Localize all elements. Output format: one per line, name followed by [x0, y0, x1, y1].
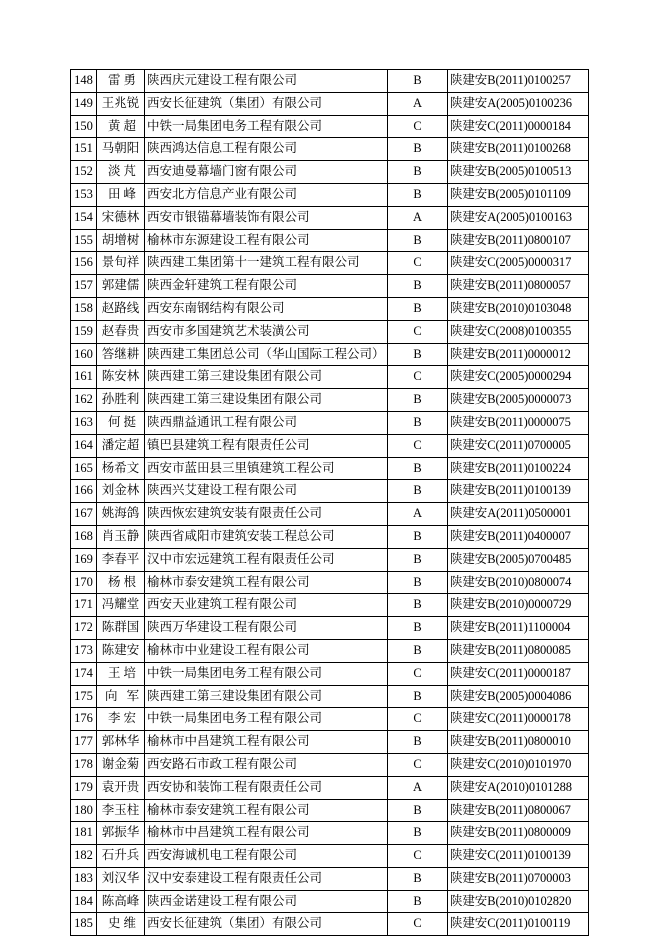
person-name-cell: 郭建儒: [97, 275, 145, 298]
table-row: [71, 183, 589, 206]
person-name-cell: 田峰: [97, 183, 145, 206]
row-index-cell: 185: [71, 913, 97, 936]
row-index-cell: 165: [71, 457, 97, 480]
company-name-cell: 陕西金轩建筑工程有限公司: [145, 275, 388, 298]
registry-table: [70, 69, 589, 936]
row-index-cell: 173: [71, 639, 97, 662]
table-row: [71, 229, 589, 252]
grade-cell: B: [388, 411, 448, 434]
grade-cell: B: [388, 867, 448, 890]
grade-cell: B: [388, 799, 448, 822]
row-index-cell: 149: [71, 92, 97, 115]
certificate-number-cell: 陕建安B(2011)1100004: [448, 617, 589, 640]
table-row: [71, 252, 589, 275]
grade-cell: C: [388, 662, 448, 685]
person-name-cell: 刘金林: [97, 480, 145, 503]
certificate-number-cell: 陕建安B(2005)0100513: [448, 161, 589, 184]
table-row: [71, 503, 589, 526]
grade-cell: B: [388, 822, 448, 845]
row-index-cell: 148: [71, 70, 97, 93]
certificate-number-cell: 陕建安B(2005)0700485: [448, 548, 589, 571]
certificate-number-cell: 陕建安B(2011)0800085: [448, 639, 589, 662]
certificate-number-cell: 陕建安B(2010)0103048: [448, 297, 589, 320]
row-index-cell: 180: [71, 799, 97, 822]
table-row: [71, 913, 589, 936]
row-index-cell: 164: [71, 434, 97, 457]
grade-cell: A: [388, 92, 448, 115]
person-name-cell: 马朝阳: [97, 138, 145, 161]
company-name-cell: 西安长征建筑（集团）有限公司: [145, 92, 388, 115]
company-name-cell: 陕西鸿达信息工程有限公司: [145, 138, 388, 161]
certificate-number-cell: 陕建安C(2005)0000317: [448, 252, 589, 275]
row-index-cell: 168: [71, 525, 97, 548]
person-name-cell: 景旬祥: [97, 252, 145, 275]
table-row: [71, 115, 589, 138]
person-name-cell: 肖玉静: [97, 525, 145, 548]
grade-cell: B: [388, 731, 448, 754]
certificate-number-cell: 陕建安C(2008)0100355: [448, 320, 589, 343]
person-name-cell: 赵路线: [97, 297, 145, 320]
grade-cell: B: [388, 890, 448, 913]
grade-cell: B: [388, 161, 448, 184]
grade-cell: B: [388, 685, 448, 708]
row-index-cell: 181: [71, 822, 97, 845]
table-row: [71, 457, 589, 480]
person-name-cell: 赵春贵: [97, 320, 145, 343]
grade-cell: B: [388, 275, 448, 298]
row-index-cell: 178: [71, 753, 97, 776]
company-name-cell: 西安协和装饰工程有限责任公司: [145, 776, 388, 799]
table-row: [71, 731, 589, 754]
person-name-cell: 王培: [97, 662, 145, 685]
grade-cell: C: [388, 708, 448, 731]
company-name-cell: 西安路石市政工程有限公司: [145, 753, 388, 776]
certificate-number-cell: 陕建安C(2010)0101970: [448, 753, 589, 776]
table-row: [71, 571, 589, 594]
person-name-cell: 胡增树: [97, 229, 145, 252]
table-row: [71, 890, 589, 913]
certificate-number-cell: 陕建安A(2010)0101288: [448, 776, 589, 799]
grade-cell: C: [388, 845, 448, 868]
company-name-cell: 汉中安泰建设工程有限责任公司: [145, 867, 388, 890]
grade-cell: C: [388, 753, 448, 776]
company-name-cell: 西安长征建筑（集团）有限公司: [145, 913, 388, 936]
grade-cell: C: [388, 366, 448, 389]
table-row: [71, 206, 589, 229]
certificate-number-cell: 陕建安C(2011)0700005: [448, 434, 589, 457]
grade-cell: A: [388, 206, 448, 229]
person-name-cell: 杨根: [97, 571, 145, 594]
person-name-cell: 淡芃: [97, 161, 145, 184]
row-index-cell: 172: [71, 617, 97, 640]
company-name-cell: 西安海诚机电工程有限公司: [145, 845, 388, 868]
company-name-cell: 中铁一局集团电务工程有限公司: [145, 115, 388, 138]
row-index-cell: 154: [71, 206, 97, 229]
certificate-number-cell: 陕建安B(2011)0800067: [448, 799, 589, 822]
row-index-cell: 167: [71, 503, 97, 526]
grade-cell: B: [388, 548, 448, 571]
row-index-cell: 184: [71, 890, 97, 913]
certificate-number-cell: 陕建安B(2005)0004086: [448, 685, 589, 708]
company-name-cell: 陕西庆元建设工程有限公司: [145, 70, 388, 93]
company-name-cell: 中铁一局集团电务工程有限公司: [145, 708, 388, 731]
person-name-cell: 谢金菊: [97, 753, 145, 776]
person-name-cell: 潘定超: [97, 434, 145, 457]
person-name-cell: 何挺: [97, 411, 145, 434]
table-row: [71, 594, 589, 617]
row-index-cell: 175: [71, 685, 97, 708]
table-row: [71, 297, 589, 320]
table-row: [71, 161, 589, 184]
row-index-cell: 179: [71, 776, 97, 799]
table-row: [71, 753, 589, 776]
grade-cell: B: [388, 229, 448, 252]
grade-cell: C: [388, 115, 448, 138]
person-name-cell: 郭振华: [97, 822, 145, 845]
row-index-cell: 159: [71, 320, 97, 343]
person-name-cell: 李玉柱: [97, 799, 145, 822]
person-name-cell: 石升兵: [97, 845, 145, 868]
row-index-cell: 156: [71, 252, 97, 275]
person-name-cell: 宋德林: [97, 206, 145, 229]
person-name-cell: 史维: [97, 913, 145, 936]
company-name-cell: 镇巴县建筑工程有限责任公司: [145, 434, 388, 457]
certificate-number-cell: 陕建安C(2011)0000187: [448, 662, 589, 685]
certificate-number-cell: 陕建安B(2011)0100257: [448, 70, 589, 93]
row-index-cell: 182: [71, 845, 97, 868]
person-name-cell: 姚海鸽: [97, 503, 145, 526]
grade-cell: B: [388, 457, 448, 480]
table-row: [71, 275, 589, 298]
person-name-cell: 陈建安: [97, 639, 145, 662]
row-index-cell: 157: [71, 275, 97, 298]
certificate-number-cell: 陕建安C(2005)0000294: [448, 366, 589, 389]
certificate-number-cell: 陕建安B(2011)0700003: [448, 867, 589, 890]
grade-cell: C: [388, 913, 448, 936]
company-name-cell: 西安市银锚幕墙装饰有限公司: [145, 206, 388, 229]
company-name-cell: 陕西金诺建设工程有限公司: [145, 890, 388, 913]
company-name-cell: 陕西建工第三建设集团有限公司: [145, 685, 388, 708]
row-index-cell: 155: [71, 229, 97, 252]
company-name-cell: 西安迪曼幕墙门窗有限公司: [145, 161, 388, 184]
table-row: [71, 822, 589, 845]
company-name-cell: 西安市蓝田县三里镇建筑工程公司: [145, 457, 388, 480]
table-row: [71, 389, 589, 412]
company-name-cell: 榆林市中昌建筑工程有限公司: [145, 822, 388, 845]
row-index-cell: 166: [71, 480, 97, 503]
company-name-cell: 陕西建工第三建设集团有限公司: [145, 389, 388, 412]
row-index-cell: 153: [71, 183, 97, 206]
table-row: [71, 434, 589, 457]
certificate-number-cell: 陕建安B(2011)0800009: [448, 822, 589, 845]
row-index-cell: 162: [71, 389, 97, 412]
certificate-number-cell: 陕建安B(2011)0100268: [448, 138, 589, 161]
row-index-cell: 160: [71, 343, 97, 366]
grade-cell: B: [388, 594, 448, 617]
certificate-number-cell: 陕建安C(2011)0100119: [448, 913, 589, 936]
grade-cell: B: [388, 389, 448, 412]
certificate-number-cell: 陕建安B(2010)0102820: [448, 890, 589, 913]
row-index-cell: 151: [71, 138, 97, 161]
company-name-cell: 陕西建工第三建设集团有限公司: [145, 366, 388, 389]
certificate-number-cell: 陕建安B(2011)0000075: [448, 411, 589, 434]
certificate-number-cell: 陕建安B(2011)0000012: [448, 343, 589, 366]
grade-cell: B: [388, 480, 448, 503]
certificate-number-cell: 陕建安B(2011)0100139: [448, 480, 589, 503]
table-row: [71, 411, 589, 434]
grade-cell: B: [388, 639, 448, 662]
row-index-cell: 177: [71, 731, 97, 754]
person-name-cell: 向 军: [97, 685, 145, 708]
certificate-number-cell: 陕建安C(2011)0000184: [448, 115, 589, 138]
company-name-cell: 陕西建工集团第十一建筑工程有限公司: [145, 252, 388, 275]
certificate-number-cell: 陕建安C(2011)0000178: [448, 708, 589, 731]
table-row: [71, 366, 589, 389]
certificate-number-cell: 陕建安B(2011)0800107: [448, 229, 589, 252]
table-row: [71, 480, 589, 503]
person-name-cell: 杨希文: [97, 457, 145, 480]
table-row: [71, 92, 589, 115]
row-index-cell: 158: [71, 297, 97, 320]
grade-cell: B: [388, 617, 448, 640]
row-index-cell: 169: [71, 548, 97, 571]
grade-cell: B: [388, 297, 448, 320]
registry-table-body: [71, 70, 589, 936]
company-name-cell: 榆林市泰安建筑工程有限公司: [145, 799, 388, 822]
person-name-cell: 雷勇: [97, 70, 145, 93]
company-name-cell: 中铁一局集团电务工程有限公司: [145, 662, 388, 685]
company-name-cell: 陕西恢宏建筑安装有限责任公司: [145, 503, 388, 526]
company-name-cell: 陕西万华建设工程有限公司: [145, 617, 388, 640]
table-row: [71, 799, 589, 822]
person-name-cell: 刘汉华: [97, 867, 145, 890]
grade-cell: B: [388, 525, 448, 548]
company-name-cell: 西安东南钢结构有限公司: [145, 297, 388, 320]
grade-cell: C: [388, 320, 448, 343]
row-index-cell: 170: [71, 571, 97, 594]
company-name-cell: 陕西鼎益通讯工程有限公司: [145, 411, 388, 434]
grade-cell: B: [388, 343, 448, 366]
table-row: [71, 617, 589, 640]
table-row: [71, 639, 589, 662]
table-row: [71, 70, 589, 93]
table-row: [71, 708, 589, 731]
person-name-cell: 袁开贵: [97, 776, 145, 799]
company-name-cell: 榆林市中业建设工程有限公司: [145, 639, 388, 662]
company-name-cell: 陕西兴艾建设工程有限公司: [145, 480, 388, 503]
person-name-cell: 答继耕: [97, 343, 145, 366]
grade-cell: B: [388, 183, 448, 206]
person-name-cell: 孙胜利: [97, 389, 145, 412]
grade-cell: B: [388, 70, 448, 93]
table-row: [71, 867, 589, 890]
table-row: [71, 662, 589, 685]
person-name-cell: 陈群国: [97, 617, 145, 640]
person-name-cell: 黄超: [97, 115, 145, 138]
person-name-cell: 郭林华: [97, 731, 145, 754]
company-name-cell: 陕西建工集团总公司（华山国际工程公司）: [145, 343, 388, 366]
row-index-cell: 161: [71, 366, 97, 389]
grade-cell: A: [388, 776, 448, 799]
certificate-number-cell: 陕建安B(2005)0101109: [448, 183, 589, 206]
table-row: [71, 138, 589, 161]
person-name-cell: 李春平: [97, 548, 145, 571]
row-index-cell: 183: [71, 867, 97, 890]
person-name-cell: 王兆锐: [97, 92, 145, 115]
company-name-cell: 西安市多国建筑艺术装潢公司: [145, 320, 388, 343]
certificate-number-cell: 陕建安B(2010)0800074: [448, 571, 589, 594]
grade-cell: C: [388, 434, 448, 457]
table-row: [71, 685, 589, 708]
company-name-cell: 汉中市宏远建筑工程有限责任公司: [145, 548, 388, 571]
person-name-cell: 陈高峰: [97, 890, 145, 913]
table-row: [71, 776, 589, 799]
table-row: [71, 343, 589, 366]
certificate-number-cell: 陕建安B(2005)0000073: [448, 389, 589, 412]
table-row: [71, 548, 589, 571]
certificate-number-cell: 陕建安B(2011)0400007: [448, 525, 589, 548]
grade-cell: C: [388, 252, 448, 275]
company-name-cell: 西安天业建筑工程有限公司: [145, 594, 388, 617]
row-index-cell: 174: [71, 662, 97, 685]
person-name-cell: 陈安林: [97, 366, 145, 389]
certificate-number-cell: 陕建安B(2011)0100224: [448, 457, 589, 480]
grade-cell: B: [388, 571, 448, 594]
certificate-number-cell: 陕建安A(2011)0500001: [448, 503, 589, 526]
row-index-cell: 176: [71, 708, 97, 731]
row-index-cell: 152: [71, 161, 97, 184]
row-index-cell: 171: [71, 594, 97, 617]
company-name-cell: 陕西省咸阳市建筑安装工程总公司: [145, 525, 388, 548]
person-name-cell: 李宏: [97, 708, 145, 731]
table-row: [71, 845, 589, 868]
row-index-cell: 150: [71, 115, 97, 138]
grade-cell: A: [388, 503, 448, 526]
company-name-cell: 西安北方信息产业有限公司: [145, 183, 388, 206]
row-index-cell: 163: [71, 411, 97, 434]
company-name-cell: 榆林市泰安建筑工程有限公司: [145, 571, 388, 594]
certificate-number-cell: 陕建安B(2010)0000729: [448, 594, 589, 617]
certificate-number-cell: 陕建安C(2011)0100139: [448, 845, 589, 868]
company-name-cell: 榆林市东源建设工程有限公司: [145, 229, 388, 252]
table-row: [71, 525, 589, 548]
certificate-number-cell: 陕建安A(2005)0100236: [448, 92, 589, 115]
company-name-cell: 榆林市中昌建筑工程有限公司: [145, 731, 388, 754]
grade-cell: B: [388, 138, 448, 161]
person-name-cell: 冯耀堂: [97, 594, 145, 617]
certificate-number-cell: 陕建安B(2011)0800057: [448, 275, 589, 298]
certificate-number-cell: 陕建安B(2011)0800010: [448, 731, 589, 754]
certificate-number-cell: 陕建安A(2005)0100163: [448, 206, 589, 229]
table-row: [71, 320, 589, 343]
